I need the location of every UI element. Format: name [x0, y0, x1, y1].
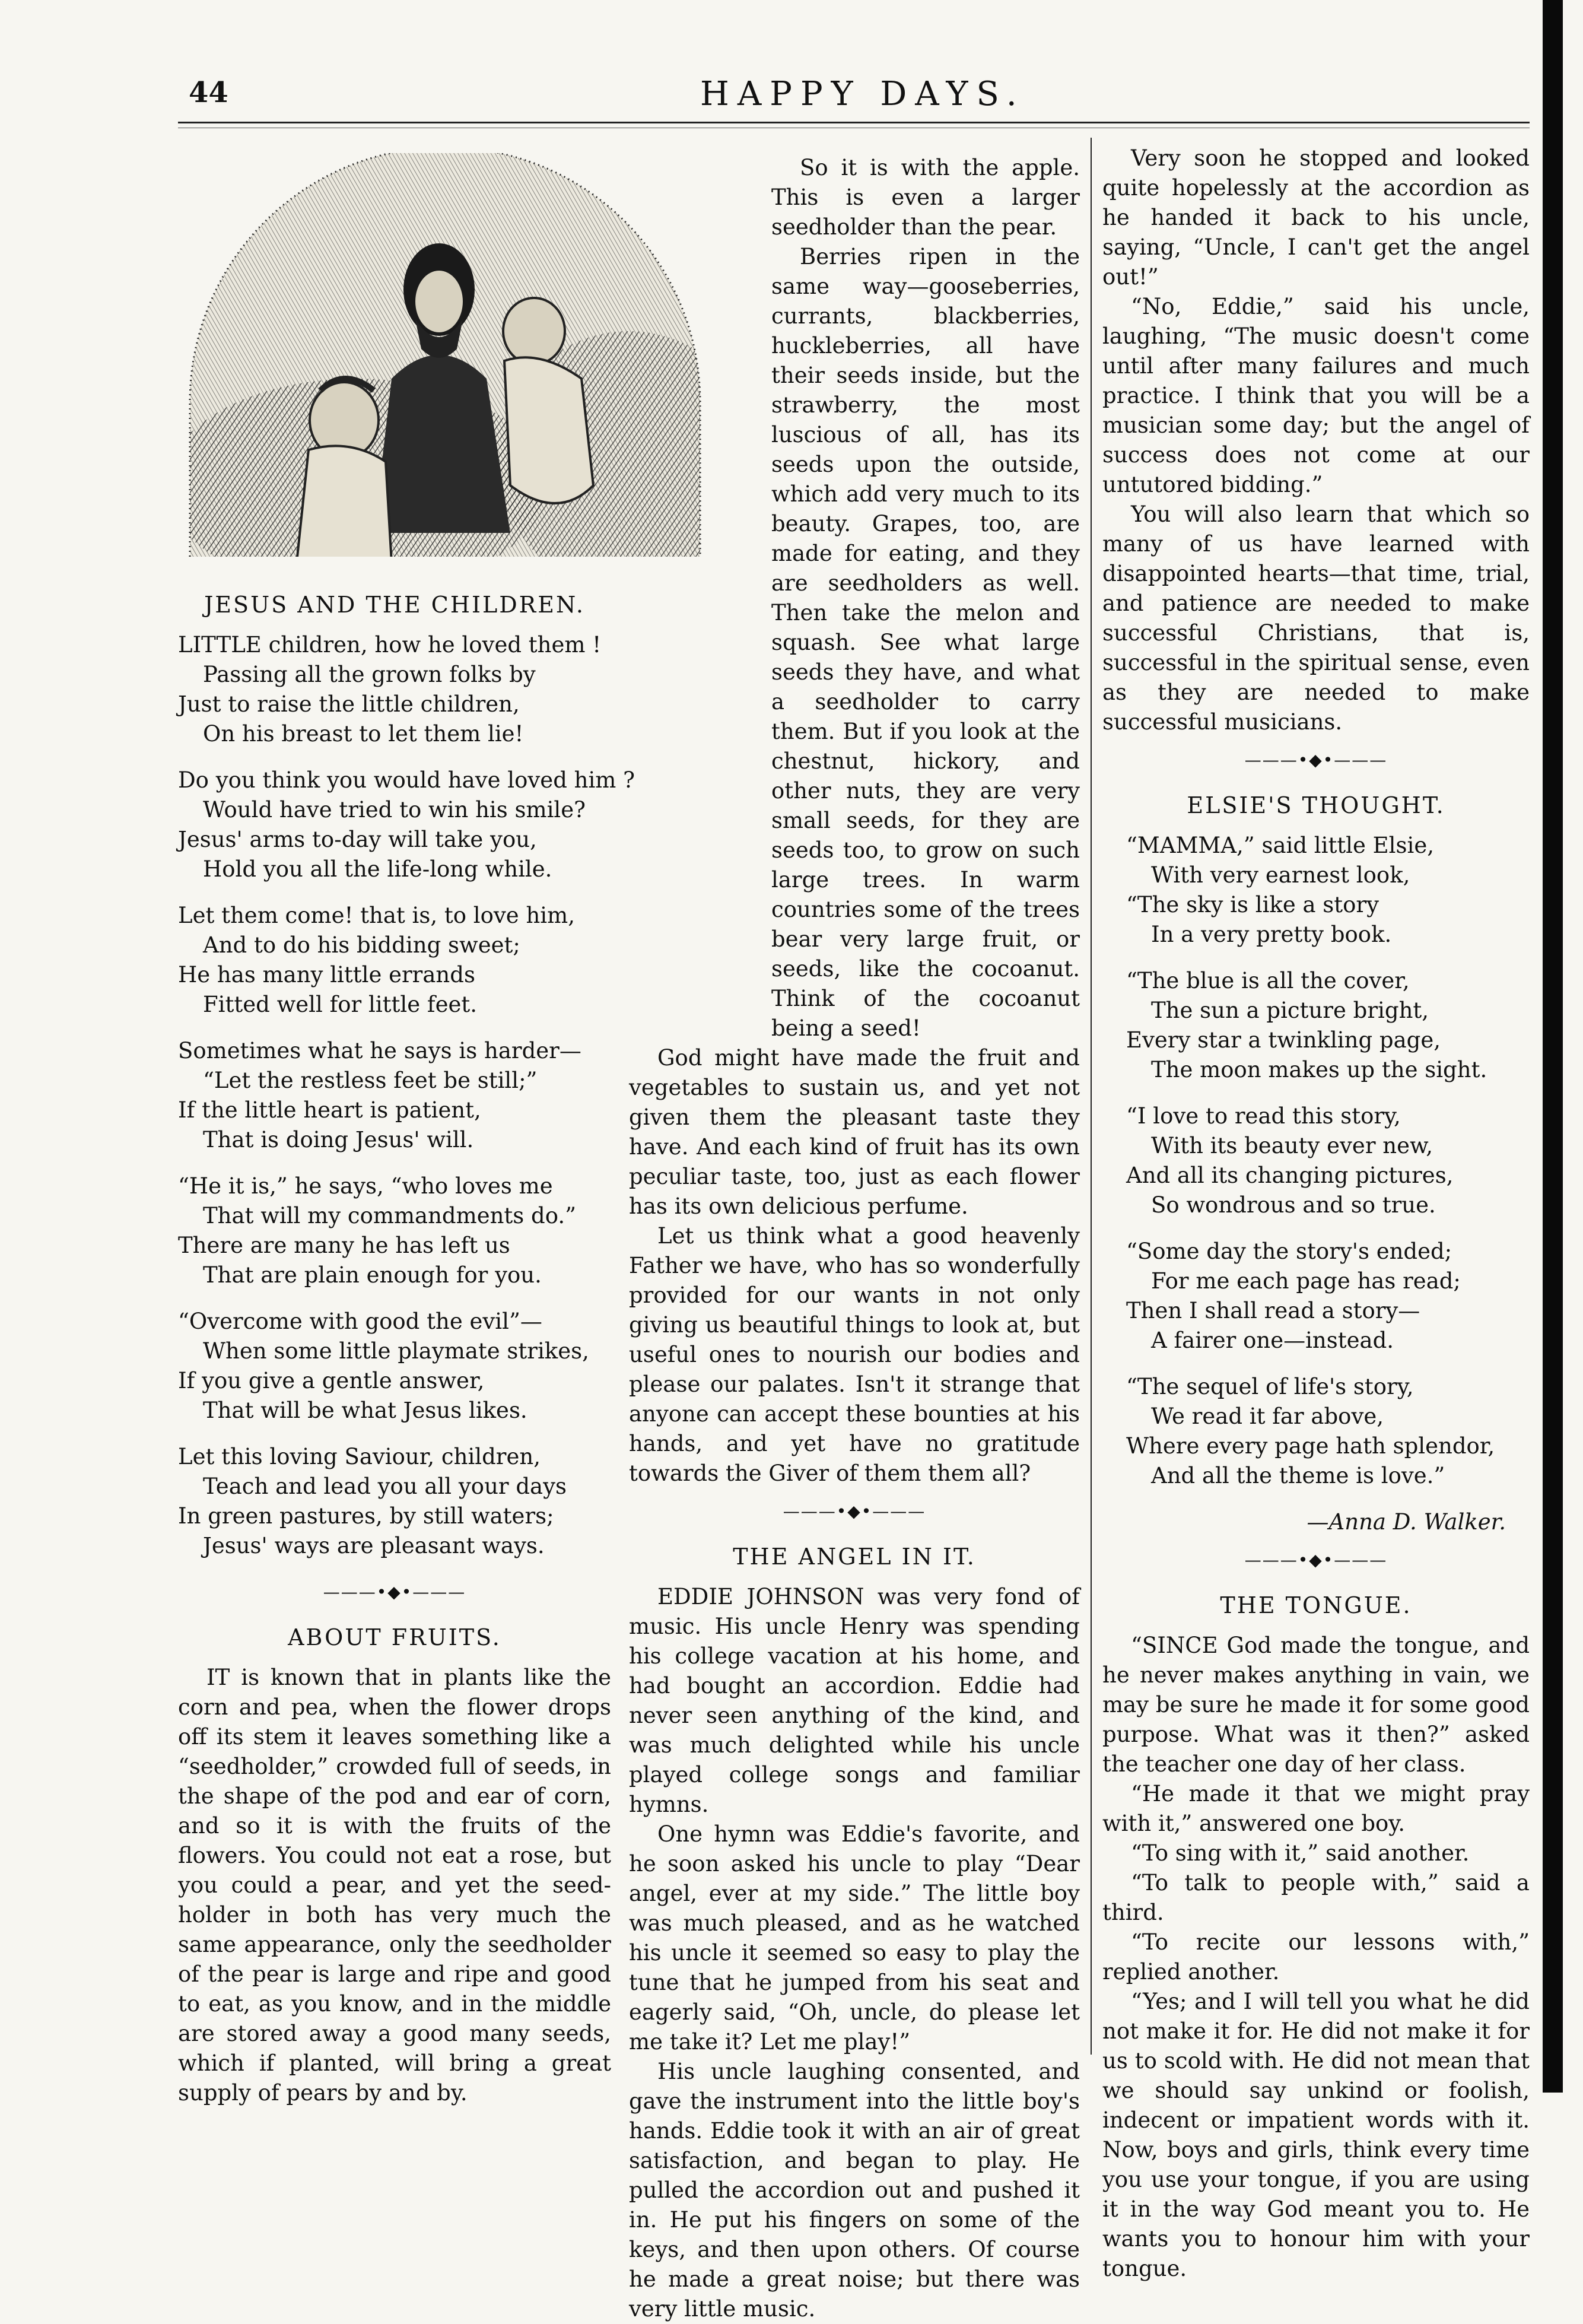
- tongue-paragraph-2: “To sing with it,” said another.: [1131, 1840, 1470, 1866]
- poem-line: That are plain enough for you.: [203, 1262, 542, 1288]
- poem-stanza: [178, 901, 611, 1020]
- column-divider: [1091, 138, 1092, 2055]
- poem-stanza: [1126, 831, 1530, 950]
- poem-line: Sometimes what he says is harder—: [178, 1038, 581, 1063]
- fruits-cont-3: Let us think what a good heavenly Father we have, who has so wonderfully provided for our wants in not only giving us beautiful things to look at, but useful ones to nourish our bodies and please our palates. Isn't it strange that anyone can accept these bounties at his hands, and yet have no gratitude towards the Giver of them them all?: [629, 1223, 1080, 1486]
- tongue-paragraph-3: “To talk to people with,” said a third.: [1102, 1870, 1530, 1925]
- poem-line: “Overcome with good the evil”—: [178, 1309, 542, 1334]
- poem-jesus-children: [178, 630, 635, 1561]
- poem-line: Let them come! that is, to love him,: [178, 903, 575, 928]
- poem-line: In green pastures, by still waters;: [178, 1503, 554, 1529]
- poem-line: That will be what Jesus likes.: [203, 1398, 527, 1423]
- poem-line: On his breast to let them lie!: [203, 721, 524, 747]
- poem-line: There are many he has left us: [178, 1233, 510, 1258]
- poem-line: And to do his bidding sweet;: [203, 932, 520, 958]
- angel-cont-1: “No, Eddie,” said his uncle, laughing, “The music doesn't come until after many failures and much practice. I think that you will be a musician some day; but the angel of success does not come at our untutored bidding.”: [1102, 294, 1530, 497]
- poem-line: Fitted well for little feet.: [203, 992, 478, 1017]
- poem-line: We read it far above,: [1151, 1404, 1384, 1429]
- tongue-paragraph-0: “SINCE God made the tongue, and he never makes anything in vain, we may be sure he made it for some good purpose. What was it then?” asked the teacher one day of her class.: [1102, 1633, 1530, 1777]
- section-title-fruits: ABOUT FRUITS.: [288, 1624, 501, 1650]
- angel-cont-2: You will also learn that which so many of us have learned with disappointed hearts—that time, trial, and patience are needed to make successful Christians, that is, successful in the spiritual sense, even as they are needed to make successful musicians.: [1102, 501, 1530, 735]
- poem-line: “I love to read this story,: [1126, 1103, 1401, 1129]
- poem-line: That is doing Jesus' will.: [203, 1127, 474, 1153]
- angel-paragraph-0: EDDIE JOHNSON was very fond of music. His uncle Henry was spending his college vacation at his home, and had bought an accordion. Eddie had never seen anything of the kind, and was much delighted while his uncle played college songs and familiar hymns.: [629, 1584, 1080, 1817]
- poem-line: The moon makes up the sight.: [1151, 1057, 1487, 1082]
- poem-title: JESUS AND THE CHILDREN.: [204, 592, 585, 618]
- poem-line: The sun a picture bright,: [1151, 998, 1429, 1023]
- poem-line: If the little heart is patient,: [178, 1097, 481, 1123]
- fruits-continued-lead: [629, 153, 1080, 242]
- poem-stanza: [178, 1171, 611, 1290]
- fruits-paragraph: IT is known that in plants like the corn and pea, when the flower drops off its stem it leaves something like a “seedholder,” crowded full of seeds, in the shape of the pod and ear of corn, and so it is with the fruits of the flowers. You could not eat a rose, but you could a pear, and yet the seed-holder in both has very much the same appearance, only the seedholder of the pear is large and ripe and good to eat, as you know, and in the middle are stored away a good many seeds, which if planted, will bring a great supply of pears by and by.: [178, 1665, 611, 2106]
- column-middle: [629, 153, 1080, 2324]
- poem-line: Jesus' ways are pleasant ways.: [203, 1533, 545, 1558]
- poem-line: For me each page has read;: [1151, 1268, 1461, 1294]
- poem-stanza: [1126, 1237, 1530, 1355]
- poem-line: Then I shall read a story—: [1126, 1298, 1420, 1323]
- poem-line: So wondrous and so true.: [1151, 1192, 1436, 1218]
- poem-line: And all its changing pictures,: [1126, 1163, 1454, 1188]
- poem-line: “The blue is all the cover,: [1126, 968, 1410, 993]
- poem-line: Passing all the grown folks by: [203, 662, 536, 687]
- tongue-paragraph-4: “To recite our lessons with,” replied another.: [1102, 1929, 1530, 1985]
- poem-line: Do you think you would have loved him ?: [178, 767, 635, 793]
- poem-line: Every star a twinkling page,: [1126, 1027, 1441, 1053]
- poem-line: With its beauty ever new,: [1151, 1133, 1433, 1158]
- section-title-angel: THE ANGEL IN IT.: [733, 1544, 976, 1570]
- poem-line: With very earnest look,: [1151, 862, 1410, 888]
- poem-line: “Let the restless feet be still;”: [203, 1068, 538, 1093]
- poem-stanza: [1126, 1372, 1530, 1491]
- poem-elsie: [1102, 831, 1530, 1491]
- poem-line: Hold you all the life-long while.: [203, 856, 552, 882]
- poem-line: “Some day the story's ended;: [1126, 1239, 1452, 1264]
- poem-stanza: [178, 1036, 611, 1155]
- header-rule: [178, 122, 1530, 123]
- tongue-paragraph-1: “He made it that we might pray with it,” answered one boy.: [1102, 1781, 1530, 1836]
- fruits-cont-2: God might have made the fruit and vegetables to sustain us, and yet not given them the pleasant taste they have. And each kind of fruit has its own peculiar taste, too, just as each flower has its own delicious perfume.: [629, 1045, 1080, 1219]
- poem-line: Jesus' arms to-day will take you,: [178, 827, 537, 852]
- poem-line: “He it is,” he says, “who loves me: [178, 1173, 553, 1199]
- poem-line: “MAMMA,” said little Elsie,: [1126, 833, 1434, 858]
- section-title-tongue: THE TONGUE.: [1220, 1592, 1412, 1618]
- angel-cont-0: Very soon he stopped and looked quite hopelessly at the accordion as he handed it back to his uncle, saying, “Uncle, I can't get the angel out!”: [1102, 145, 1530, 290]
- poem-stanza: [178, 766, 635, 884]
- poem-line: Would have tried to win his smile?: [203, 797, 586, 823]
- angel-paragraph-1: One hymn was Eddie's favorite, and he soon asked his uncle to play “Dear angel, ever at my side.” The little boy was much pleased, and as he watched his uncle it seemed so easy to play the tune that he jumped from his seat and eagerly said, “Oh, uncle, do please let me take it? Let me play!”: [629, 1821, 1080, 2055]
- poem-stanza: [1126, 966, 1530, 1085]
- running-head: HAPPY DAYS.: [700, 75, 1025, 113]
- poem-line: In a very pretty book.: [1151, 922, 1392, 947]
- angel-paragraph-2: His uncle laughing consented, and gave the instrument into the little boy's hands. Eddie took it with an air of great satisfaction, and began to play. He pulled the accordion out and pushed it in. He put his fingers on some of the keys, and then upon others. Of course he made a great noise; but there was very little music.: [629, 2059, 1080, 2322]
- poem-stanza: [178, 630, 611, 749]
- poem-author: —Anna D. Walker.: [1307, 1509, 1506, 1535]
- section-ornament: ———•◆•———: [1244, 1550, 1388, 1570]
- poem-line: LITTLE children, how he loved them !: [178, 632, 602, 658]
- poem-stanza: [178, 1442, 611, 1561]
- section-ornament: ———•◆•———: [323, 1582, 466, 1602]
- scan-edge-bar: [1543, 0, 1563, 2093]
- column-right: [1102, 144, 1530, 2284]
- fruits-cont-wrap: [629, 242, 1080, 1043]
- poem-line: When some little playmate strikes,: [203, 1338, 589, 1364]
- tongue-paragraph-5: “Yes; and I will tell you what he did not make it for. He did not make it for us to scold with. He did not mean that we should say unkind or foolish, indecent or impatient words with it. Now, boys and girls, think every time you use your tongue, if you are using it in the way God meant you to. He wants you to honour him with your tongue.: [1102, 1989, 1530, 2281]
- section-ornament: ———•◆•———: [783, 1501, 926, 1521]
- section-ornament: ———•◆•———: [1244, 750, 1388, 770]
- poem-stanza: [1126, 1101, 1530, 1220]
- poem-line: He has many little errands: [178, 962, 475, 988]
- poem-line: Teach and lead you all your days: [203, 1474, 567, 1499]
- poem-title-elsie: ELSIE'S THOUGHT.: [1187, 792, 1445, 818]
- poem-line: That will my commandments do.”: [203, 1203, 577, 1228]
- page-number: 44: [189, 76, 228, 109]
- poem-line: A fairer one—instead.: [1151, 1328, 1394, 1353]
- poem-line: Where every page hath splendor,: [1126, 1433, 1495, 1459]
- fruits-cont-0: So it is with the apple. This is even a larger seedholder than the pear.: [771, 155, 1080, 240]
- column-left: [178, 574, 635, 2108]
- poem-line: Let this loving Saviour, children,: [178, 1444, 541, 1469]
- poem-line: “The sky is like a story: [1126, 892, 1379, 917]
- poem-line: Just to raise the little children,: [178, 691, 520, 717]
- poem-line: And all the theme is love.”: [1151, 1463, 1445, 1488]
- poem-line: “The sequel of life's story,: [1126, 1374, 1414, 1399]
- fruits-cont-1: Berries ripen in the same way—gooseberries, currants, blackberries, huckleberries, all have their seeds inside, but the strawberry, the most luscious of all, has its seeds upon the outside, which add very much to its beauty. Grapes, too, are made for eating, and they are seedholders as well. Then take the melon and squash. See what large seeds they have, and what a seedholder to carry them. But if you look at the chestnut, hickory, and other nuts, they are very small seeds, for they are seeds too, to grow on such large trees. In warm countries some of the trees bear very large fruit, or seeds, like the cocoanut. Think of the cocoanut being a seed!: [771, 244, 1080, 1041]
- poem-stanza: [178, 1307, 611, 1425]
- poem-line: If you give a gentle answer,: [178, 1368, 485, 1393]
